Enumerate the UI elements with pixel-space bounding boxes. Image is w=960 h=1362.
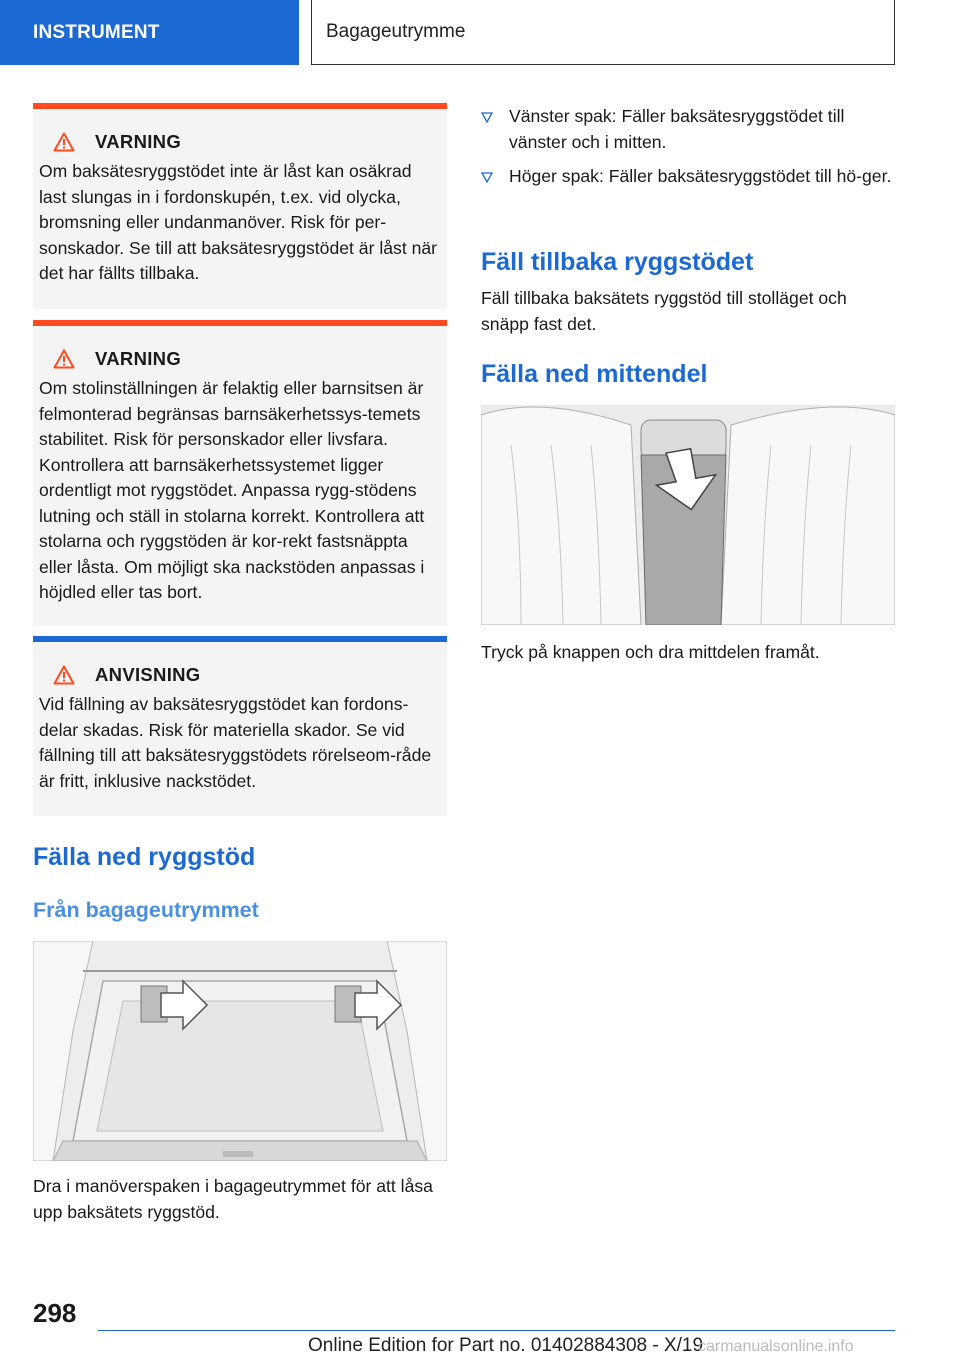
heading-center-section: Fälla ned mittendel: [481, 360, 708, 388]
warning-text: Om stolinställningen är felaktig eller barnsitsen är felmonterad begränsas barnsäkerhetssys-temets stabilitet. Risk för personskador eller livsfara. Kontrollera att barnsäkerhetssystemet ligger ordentligt mot ryggstödet. Anpassa rygg-stödens lutning och ställ in stolarna korrekt. Kontrollera att stolarna och ryggstöden är kor-rekt fastsnäppta eller låsta. Om möjligt ska nackstöden anpassas i höjdled eller tas bort.: [39, 378, 425, 602]
list-item: [481, 164, 901, 190]
footer-divider: [98, 1330, 895, 1331]
chapter-tab[interactable]: [0, 0, 299, 65]
section-tab[interactable]: [311, 0, 895, 65]
subheading-from-trunk: Från bagageutrymmet: [33, 898, 259, 922]
warning-title: VARNING: [95, 131, 182, 152]
list-item-text: Höger spak: Fäller baksätesryggstödet till hö-ger.: [509, 166, 892, 186]
edition-text: Online Edition for Part no. 01402884308 - X/19: [308, 1335, 704, 1356]
list-item: [481, 104, 901, 155]
notice-title: ANVISNING: [95, 664, 201, 685]
heading-fold-backrest: Fälla ned ryggstöd: [33, 843, 256, 871]
notice-bar: [33, 636, 447, 642]
trunk-illustration: [33, 941, 447, 1161]
chapter-title: INSTRUMENT: [33, 21, 160, 43]
section-title: Bagageutrymme: [326, 21, 466, 42]
lever-list: [481, 104, 901, 199]
triangle-bullet-icon: [481, 172, 493, 183]
warning-bar: [33, 320, 447, 326]
warning-box-1: [33, 103, 447, 309]
watermark: carmanualsonline.info: [698, 1338, 854, 1355]
warning-triangle-icon: [53, 132, 75, 152]
center-section-caption: Tryck på knappen och dra mittdelen framåt.: [481, 642, 820, 662]
warning-bar: [33, 103, 447, 109]
page-number: 298: [33, 1298, 77, 1328]
warning-text: Om baksätesryggstödet inte är låst kan osäkrad last slungas in i fordonskupén, t.ex. vid olycka, bromsning eller undanmanöver. Risk för per-sonskador. Se till att baksätesryggstödet är låst när det har fällts tillbaka.: [39, 161, 438, 283]
warning-title: VARNING: [95, 348, 182, 369]
heading-fold-back: Fäll tillbaka ryggstödet: [481, 248, 754, 276]
trunk-caption: Dra i manöverspaken i bagageutrymmet för att låsa upp baksätets ryggstöd.: [33, 1176, 433, 1222]
fold-back-text: Fäll tillbaka baksätets ryggstöd till stolläget och snäpp fast det.: [481, 288, 847, 334]
rear-seat-illustration: [481, 405, 895, 625]
list-item-text: Vänster spak: Fäller baksätesryggstödet till vänster och i mitten.: [509, 106, 845, 152]
notice-box: [33, 636, 447, 816]
triangle-bullet-icon: [481, 112, 493, 123]
notice-text: Vid fällning av baksätesryggstödet kan fordons-delar skadas. Risk för materiella skador. Se vid fällning till att baksätesryggstödets rörelseom-råde är fritt, inklusive nackstödet.: [39, 694, 432, 791]
warning-triangle-icon: [53, 349, 75, 369]
warning-box-2: [33, 320, 447, 626]
notice-triangle-icon: [53, 665, 75, 685]
